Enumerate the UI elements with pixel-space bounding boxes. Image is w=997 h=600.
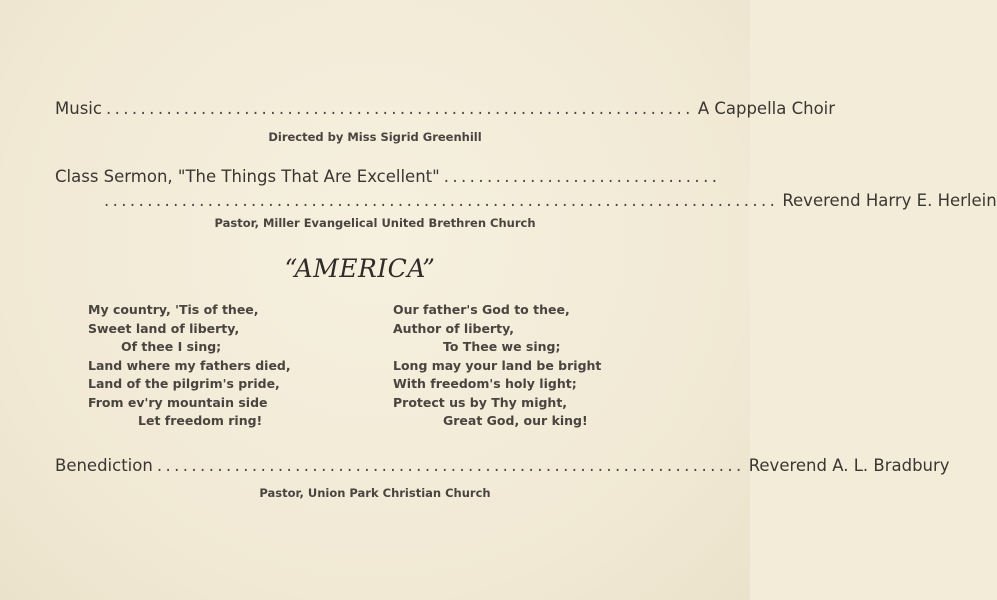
sermon-line <box>55 167 721 186</box>
benediction-speaker: Reverend A. L. Bradbury <box>748 456 950 475</box>
music-performer: A Cappella Choir <box>697 99 836 118</box>
verse-line: Sweet land of liberty, <box>88 320 240 336</box>
verse-line: Our father's God to thee, <box>393 302 570 317</box>
sermon-speaker-line <box>100 191 997 210</box>
leader-dots: .................................................................... <box>156 456 745 475</box>
verse-line: Land of the pilgrim's pride, <box>88 376 280 391</box>
benediction-label: Benediction <box>55 456 153 475</box>
leader-dots: .................................................................... <box>105 99 694 118</box>
leader-dots: .............................................................................. <box>104 191 779 210</box>
verse-line: Of thee I sing; <box>121 339 222 354</box>
music-director: Directed by Miss Sigrid Greenhill <box>268 130 482 144</box>
hymn-title: “AMERICA” <box>284 254 436 283</box>
verse-line: From ev'ry mountain side <box>88 394 268 410</box>
verse-line: Let freedom ring! <box>138 413 263 428</box>
verse-line: Great God, our king! <box>443 413 588 428</box>
verse-line: With freedom's holy light; <box>393 376 577 391</box>
leader-dots: ................................ <box>443 167 721 186</box>
verse-2 <box>393 301 601 431</box>
verse-1 <box>88 301 291 431</box>
benediction-affiliation: Pastor, Union Park Christian Church <box>259 486 491 500</box>
verse-line: Protect us by Thy might, <box>393 394 568 410</box>
verse-line: Land where my fathers died, <box>88 357 291 373</box>
verse-line: Author of liberty, <box>393 320 514 336</box>
music-line <box>55 99 836 118</box>
verse-line: My country, 'Tis of thee, <box>88 302 259 317</box>
sermon-affiliation: Pastor, Miller Evangelical United Brethren Church <box>214 216 536 230</box>
sermon-speaker: Reverend Harry E. Herlein <box>782 191 997 210</box>
sermon-label: Class Sermon, "The Things That Are Excellent" <box>55 167 440 186</box>
music-label: Music <box>55 99 102 118</box>
verse-line: Long may your land be bright <box>393 357 602 373</box>
benediction-line <box>55 456 950 475</box>
verse-line: To Thee we sing; <box>443 339 561 354</box>
